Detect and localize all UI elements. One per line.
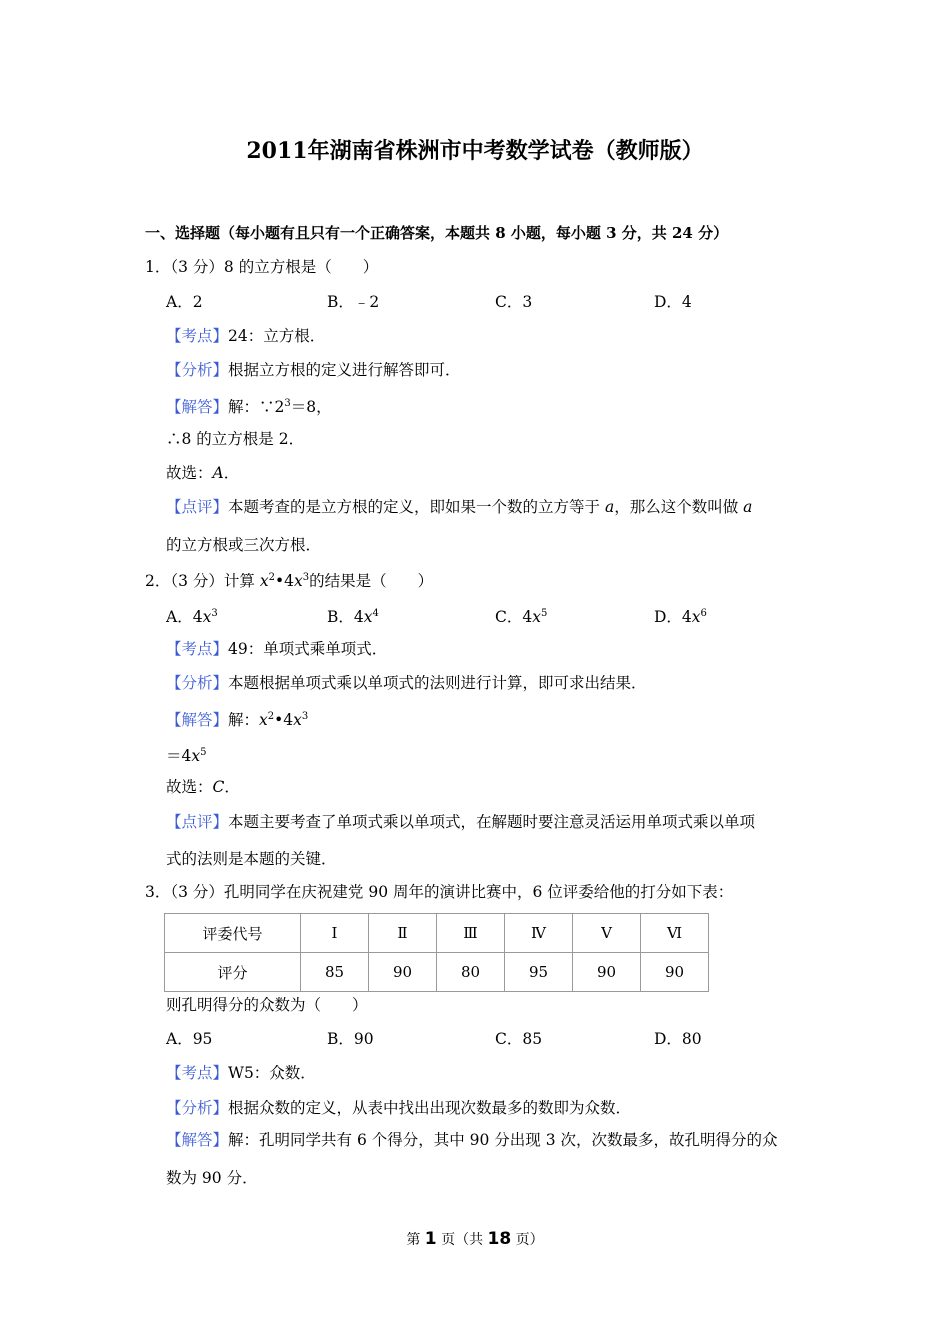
dianping-tag: 【点评】 [166, 498, 229, 516]
q1-option-d: D．4 [654, 293, 692, 311]
table-cell: 评分 [165, 953, 301, 992]
q1-fenxi [166, 360, 461, 380]
q1-option-c: C．3 [495, 293, 533, 311]
kaodian-tag: 【考点】 [166, 640, 229, 658]
q2-option-a: A．$4x^3$ [166, 608, 218, 627]
table-cell: 80 [437, 953, 505, 992]
fenxi-tag: 【分析】 [166, 361, 229, 379]
jieda-tag: 【解答】 [166, 711, 229, 730]
q1-option-b: B．﹣2 [327, 293, 380, 311]
page-footer: 第 1 页（共 18 页） [406, 1229, 544, 1249]
q2-jieda: 【解答】解：$x^2•4x^3$ [166, 711, 309, 730]
q2-dianping: 【点评】本题主要考查了单项式乘以单项式，在解题时要注意灵活运用单项式乘以单项 [166, 813, 756, 831]
q2-result: $=4x^5$ [166, 747, 207, 766]
q1-option-a: A．2 [166, 293, 203, 311]
table-cell: 85 [301, 953, 369, 992]
table-header-cell: Ⅱ [369, 914, 437, 953]
kaodian-tag: 【考点】 [166, 1064, 229, 1082]
table-cell: 90 [369, 953, 437, 992]
table-header-cell: Ⅰ [301, 914, 369, 953]
q1-kaodian [166, 326, 325, 346]
table-header-cell: 评委代号 [165, 914, 301, 953]
q1-kaodian-text: 24：立方根． [228, 327, 326, 345]
section-heading: 一、选择题（每小题有且只有一个正确答案，本题共 8 小题，每小题 3 分，共 24 分） [145, 224, 729, 242]
table-header-cell: Ⅳ [505, 914, 573, 953]
q2-fenxi: 【分析】本题根据单项式乘以单项式的法则进行计算，即可求出结果． [166, 674, 647, 692]
table-header-cell: Ⅲ [437, 914, 505, 953]
question-1-stem: 1．（3 分）8 的立方根是（ ） [145, 258, 379, 276]
table-header-row [165, 914, 709, 953]
table-cell: 95 [505, 953, 573, 992]
q2-option-d: D．$4x^6$ [654, 608, 707, 627]
table-cell: 90 [641, 953, 709, 992]
q1-dianping-line2: 的立方根或三次方根． [166, 536, 322, 554]
score-table [164, 913, 709, 992]
q1-dianping: 【点评】本题考查的是立方根的定义，即如果一个数的立方等于 a，那么这个数叫做 a [166, 498, 753, 516]
total-pages: 18 [487, 1229, 512, 1249]
q1-jieda: 【解答】解：$\because 2^3=8$， [166, 398, 332, 417]
fenxi-tag: 【分析】 [166, 1099, 229, 1117]
q3-option-b: B．90 [327, 1030, 374, 1048]
q1-choice: 故选：A． [166, 464, 240, 482]
q1-fenxi-text: 根据立方根的定义进行解答即可． [228, 361, 461, 379]
question-2-stem: 2．（3 分）计算 $x^2•4x^3$的结果是（ ） [145, 572, 434, 591]
q3-jieda: 【解答】解：孔明同学共有 6 个得分，其中 90 分出现 3 次，次数最多，故孔明得分的众 [166, 1131, 778, 1149]
q2-dianping-line2: 式的法则是本题的关键． [166, 850, 337, 868]
table-header-cell: Ⅴ [573, 914, 641, 953]
page-number: 1 [424, 1229, 437, 1249]
dianping-tag: 【点评】 [166, 813, 229, 831]
q2-choice: 故选：C． [166, 778, 240, 796]
jieda-tag: 【解答】 [166, 398, 229, 417]
q3-jieda-line2: 数为 90 分． [166, 1169, 258, 1187]
q3-option-c: C．85 [495, 1030, 543, 1048]
q3-option-d: D．80 [654, 1030, 702, 1048]
q2-kaodian: 【考点】49：单项式乘单项式． [166, 640, 388, 658]
fenxi-tag: 【分析】 [166, 674, 229, 692]
table-cell: 90 [573, 953, 641, 992]
q3-fenxi: 【分析】根据众数的定义，从表中找出出现次数最多的数即为众数． [166, 1099, 632, 1117]
q3-kaodian: 【考点】W5：众数． [166, 1064, 316, 1082]
q3-question: 则孔明得分的众数为（ ） [166, 996, 368, 1014]
kaodian-tag: 【考点】 [166, 327, 229, 345]
q2-option-c: C．$4x^5$ [495, 608, 548, 627]
question-3-stem: 3．（3 分）孔明同学在庆祝建党 90 周年的演讲比赛中，6 位评委给他的打分如下表： [145, 883, 734, 901]
table-row [165, 953, 709, 992]
q1-solution-line: ∴8 的立方根是 2． [166, 430, 305, 448]
table-header-cell: Ⅵ [641, 914, 709, 953]
q3-option-a: A．95 [166, 1030, 213, 1048]
document-title: 2011年湖南省株洲市中考数学试卷（教师版） [246, 138, 704, 164]
jieda-tag: 【解答】 [166, 1131, 229, 1149]
q2-option-b: B．$4x^4$ [327, 608, 379, 627]
